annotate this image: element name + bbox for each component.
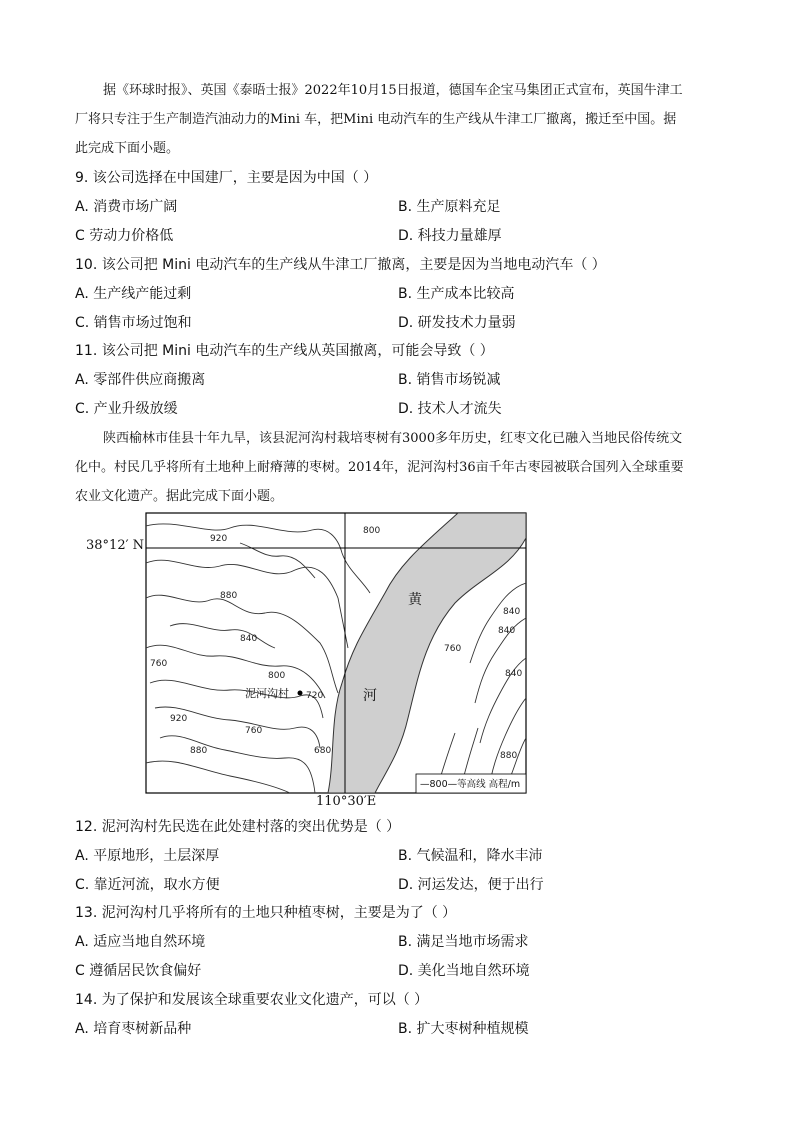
question-12-option-a: A. 平原地形，土层深厚 <box>75 848 220 864</box>
contour-label-800-b: 800 <box>268 671 286 681</box>
question-13-stem: 13. 泥河沟村几乎将所有的土地只种植枣树，主要是为了（ ） <box>75 905 457 921</box>
question-12-option-c: C. 靠近河流，取水方便 <box>75 877 220 893</box>
river-label-huang: 黄 <box>408 592 422 608</box>
question-10-option-a: A. 生产线产能过剩 <box>75 286 192 302</box>
question-13-option-c: C 遵循居民饮食偏好 <box>75 963 202 979</box>
question-10-option-d: D. 研发技术力量弱 <box>398 315 516 331</box>
question-9-option-d: D. 科技力量雄厚 <box>398 228 502 244</box>
question-14-option-a: A. 培育枣树新品种 <box>75 1021 192 1037</box>
contour-label-840-a: 840 <box>240 634 258 644</box>
river-label-he: 河 <box>363 688 377 704</box>
question-11-option-a: A. 零部件供应商搬离 <box>75 372 206 388</box>
contour-label-880-b: 880 <box>190 746 208 756</box>
legend-text: —800—等高线 高程/m <box>420 779 521 790</box>
contour-label-840-c: 840 <box>498 626 516 636</box>
question-13-option-a: A. 适应当地自然环境 <box>75 934 206 950</box>
question-11-option-c: C. 产业升级放缓 <box>75 401 178 417</box>
village-label: 泥河沟村 <box>245 687 289 700</box>
passage-1-line-2: 厂将只专注于生产制造汽油动力的Mini 车，把Mini 电动汽车的生产线从牛津工厂撤离，搬迁至中国。据 <box>75 112 677 127</box>
question-12-stem: 12. 泥河沟村先民选在此处建村落的突出优势是（ ） <box>75 819 401 835</box>
passage-1-line-1: 据《环球时报》、英国《泰晤士报》2022年10月15日报道，德国车企宝马集团正式宣布，英国牛津工 <box>103 83 683 98</box>
question-12-option-d: D. 河运发达，便于出行 <box>398 877 544 893</box>
question-13-option-b: B. 满足当地市场需求 <box>398 934 529 950</box>
question-10-option-c: C. 销售市场过饱和 <box>75 315 192 331</box>
latitude-label: 38°12′ N <box>86 538 145 553</box>
question-9-option-a: A. 消费市场广阔 <box>75 199 178 215</box>
question-14-option-b: B. 扩大枣树种植规模 <box>398 1021 529 1037</box>
contour-map-figure <box>80 508 530 813</box>
passage-1-line-3: 此完成下面小题。 <box>75 141 180 156</box>
contour-label-920-a: 920 <box>210 534 228 544</box>
question-9-option-b: B. 生产原料充足 <box>398 199 501 215</box>
longitude-label: 110°30′E <box>316 794 377 809</box>
contour-label-880-a: 880 <box>220 591 238 601</box>
contour-label-800-a: 800 <box>363 526 381 536</box>
question-11-option-d: D. 技术人才流失 <box>398 401 502 417</box>
question-9-stem: 9. 该公司选择在中国建厂，主要是因为中国（ ） <box>75 170 378 186</box>
contour-label-720: 720 <box>306 691 324 701</box>
contour-label-680: 680 <box>314 746 332 756</box>
contour-label-760-a: 760 <box>150 659 168 669</box>
question-10-stem: 10. 该公司把 Mini 电动汽车的生产线从牛津工厂撤离，主要是因为当地电动汽车（ ） <box>75 257 606 273</box>
contour-label-920-b: 920 <box>170 714 188 724</box>
passage-2-line-1: 陕西榆林市佳县十年九旱，该县泥河沟村栽培枣树有3000多年历史，红枣文化已融入当地民俗传统文 <box>103 431 683 446</box>
contour-label-760-b: 760 <box>245 726 263 736</box>
contour-label-880-c: 880 <box>500 751 518 761</box>
question-10-option-b: B. 生产成本比较高 <box>398 286 515 302</box>
question-9-option-c: C 劳动力价格低 <box>75 228 174 244</box>
contour-label-760-c: 760 <box>444 644 462 654</box>
question-11-option-b: B. 销售市场锐减 <box>398 372 501 388</box>
passage-2-line-2: 化中。村民几乎将所有土地种上耐瘠薄的枣树。2014年，泥河沟村36亩千年古枣园被联合国列入全球重要 <box>75 460 684 475</box>
question-11-stem: 11. 该公司把 Mini 电动汽车的生产线从英国撤离，可能会导致（ ） <box>75 343 494 359</box>
question-14-stem: 14. 为了保护和发展该全球重要农业文化遗产，可以（ ） <box>75 992 429 1008</box>
contour-label-840-d: 840 <box>505 669 523 679</box>
village-marker <box>298 691 303 696</box>
contour-label-840-b: 840 <box>503 607 521 617</box>
passage-2-line-3: 农业文化遗产。据此完成下面小题。 <box>75 489 284 504</box>
question-13-option-d: D. 美化当地自然环境 <box>398 963 530 979</box>
question-12-option-b: B. 气候温和，降水丰沛 <box>398 848 543 864</box>
contour-map <box>80 508 530 798</box>
